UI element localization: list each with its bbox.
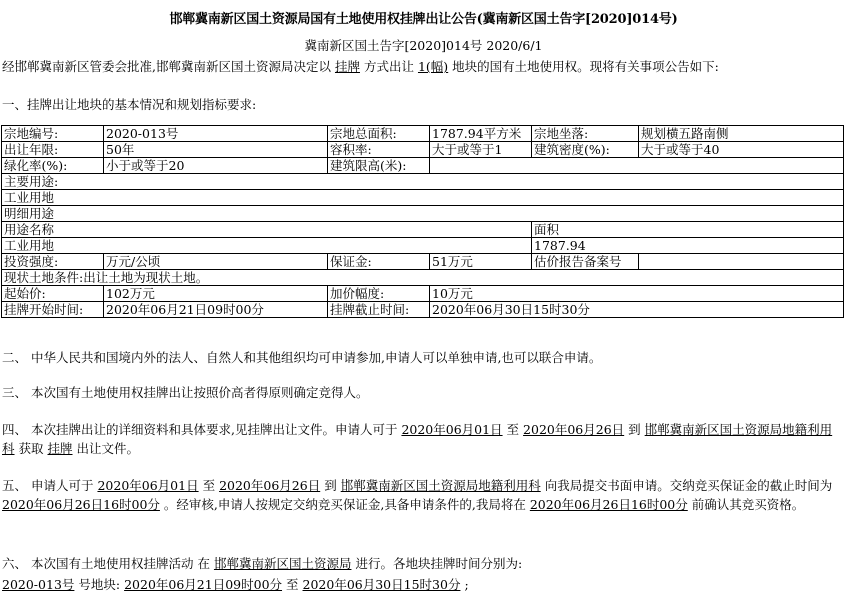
intro-mid: 方式出让 — [363, 59, 414, 74]
p5-text: 到 — [324, 478, 337, 493]
table-value: 2020年06月30日15时30分 — [430, 302, 844, 318]
p7-parcel-number: 2020-013号 — [2, 577, 75, 592]
p4-text: 四、 本次挂牌出让的详细资料和具体要求,见挂牌出让文件。申请人可于 — [2, 422, 398, 437]
table-value: 1787.94平方米 — [430, 126, 532, 142]
table-label: 宗地总面积: — [328, 126, 430, 142]
table-label: 挂牌截止时间: — [328, 302, 430, 318]
table-row — [2, 142, 844, 158]
land-status: 现状土地条件:出让土地为现状土地。 — [2, 270, 844, 286]
table-row — [2, 190, 844, 206]
table-value: 102万元 — [104, 286, 328, 302]
p5-text: 前确认其竞买资格。 — [691, 497, 805, 512]
paragraph-6 — [2, 554, 842, 573]
p7-end-time: 2020年06月30日15时30分 — [302, 577, 461, 592]
table-value: 50年 — [104, 142, 328, 158]
table-label: 保证金: — [328, 254, 430, 270]
notice-number-date: 冀南新区国土告字[2020]014号 2020/6/1 — [304, 38, 543, 53]
table-label: 宗地编号: — [2, 126, 104, 142]
detail-use-label: 明细用途 — [2, 206, 844, 222]
table-value: 小于或等于20 — [104, 158, 328, 174]
table-value: 2020-013号 — [104, 126, 328, 142]
intro-method: 挂牌 — [334, 59, 360, 74]
table-label: 建筑密度(%): — [532, 142, 639, 158]
table-label: 投资强度: — [2, 254, 104, 270]
table-row — [2, 286, 844, 302]
p5-place: 邯郸冀南新区国土资源局地籍利用科 — [340, 478, 541, 493]
table-value: 2020年06月21日09时00分 — [104, 302, 328, 318]
p7-text: 至 — [286, 577, 299, 592]
table-value — [430, 158, 844, 174]
table-row — [2, 254, 844, 270]
p5-confirm-time: 2020年06月26日16时00分 — [529, 497, 688, 512]
table-value: 大于或等于1 — [430, 142, 532, 158]
table-label: 绿化率(%): — [2, 158, 104, 174]
table-label: 出让年限: — [2, 142, 104, 158]
paragraph-3: 三、 本次国有土地使用权挂牌出让按照价高者得原则确定竞得人。 — [2, 385, 369, 400]
p4-start-date: 2020年06月01日 — [401, 422, 503, 437]
table-row — [2, 302, 844, 318]
main-use-value: 工业用地 — [2, 190, 844, 206]
table-label: 估价报告备案号 — [532, 254, 639, 270]
table-value: 大于或等于40 — [639, 142, 844, 158]
p4-end-date: 2020年06月26日 — [523, 422, 625, 437]
p5-text: 五、 申请人可于 — [2, 478, 94, 493]
use-name-value: 工业用地 — [2, 238, 532, 254]
p5-start-date: 2020年06月01日 — [97, 478, 199, 493]
table-row — [2, 126, 844, 142]
paragraph-4 — [2, 420, 842, 458]
table-row — [2, 222, 844, 238]
paragraph-7 — [2, 575, 842, 594]
p4-text: 获取 — [18, 441, 44, 456]
intro-prefix: 经邯郸冀南新区管委会批准,邯郸冀南新区国土资源局决定以 — [2, 59, 331, 74]
area-header: 面积 — [532, 222, 844, 238]
table-value: 51万元 — [430, 254, 532, 270]
area-value: 1787.94 — [532, 238, 844, 254]
parcel-info-table — [1, 125, 844, 318]
p4-method: 挂牌 — [47, 441, 73, 456]
p5-text: 向我局提交书面申请。交纳竞买保证金的截止时间为 — [544, 478, 833, 493]
main-use-label: 主要用途: — [2, 174, 844, 190]
table-row — [2, 206, 844, 222]
p5-text: 。经审核,申请人按规定交纳竞买保证金,具备申请条件的,我局将在 — [163, 497, 526, 512]
page-title: 邯郸冀南新区国土资源局国有土地使用权挂牌出让公告(冀南新区国土告字[2020]014号) — [169, 12, 678, 27]
p5-end-date: 2020年06月26日 — [219, 478, 321, 493]
paragraph-5 — [2, 476, 842, 514]
p6-place: 邯郸冀南新区国土资源局 — [213, 556, 352, 571]
p4-text: 出让文件。 — [76, 441, 140, 456]
table-label: 加价幅度: — [328, 286, 430, 302]
p6-text: 六、 本次国有土地使用权挂牌活动 在 — [2, 556, 210, 571]
p4-text: 至 — [506, 422, 520, 437]
intro-suffix: 地块的国有土地使用权。现将有关事项公告如下: — [452, 59, 719, 74]
p5-deposit-deadline: 2020年06月26日16时00分 — [2, 497, 160, 512]
use-name-header: 用途名称 — [2, 222, 532, 238]
p7-text: 号地块: — [78, 577, 121, 592]
paragraph-2: 二、 中华人民共和国境内外的法人、自然人和其他组织均可申请参加,申请人可以单独申请,也可以联合申请。 — [2, 350, 602, 365]
table-label: 宗地坐落: — [532, 126, 639, 142]
table-value: 万元/公顷 — [104, 254, 328, 270]
table-label: 挂牌开始时间: — [2, 302, 104, 318]
table-row — [2, 238, 844, 254]
table-label: 容积率: — [328, 142, 430, 158]
table-value — [639, 254, 844, 270]
p5-text: 至 — [202, 478, 216, 493]
p6-text: 进行。各地块挂牌时间分别为: — [355, 556, 523, 571]
intro-count: 1(幅) — [417, 59, 449, 74]
section1-title: 一、挂牌出让地块的基本情况和规划指标要求: — [2, 97, 257, 112]
p4-place: 邯郸冀南新区国土资源局地籍利用科 — [2, 422, 833, 456]
p7-text: ; — [464, 577, 469, 592]
p4-text: 到 — [628, 422, 641, 437]
table-row — [2, 270, 844, 286]
table-label: 起始价: — [2, 286, 104, 302]
table-value: 规划横五路南侧 — [639, 126, 844, 142]
table-row — [2, 158, 844, 174]
table-row — [2, 174, 844, 190]
table-value: 10万元 — [430, 286, 844, 302]
intro-paragraph — [2, 57, 719, 75]
table-label: 建筑限高(米): — [328, 158, 430, 174]
p7-start-time: 2020年06月21日09时00分 — [124, 577, 283, 592]
